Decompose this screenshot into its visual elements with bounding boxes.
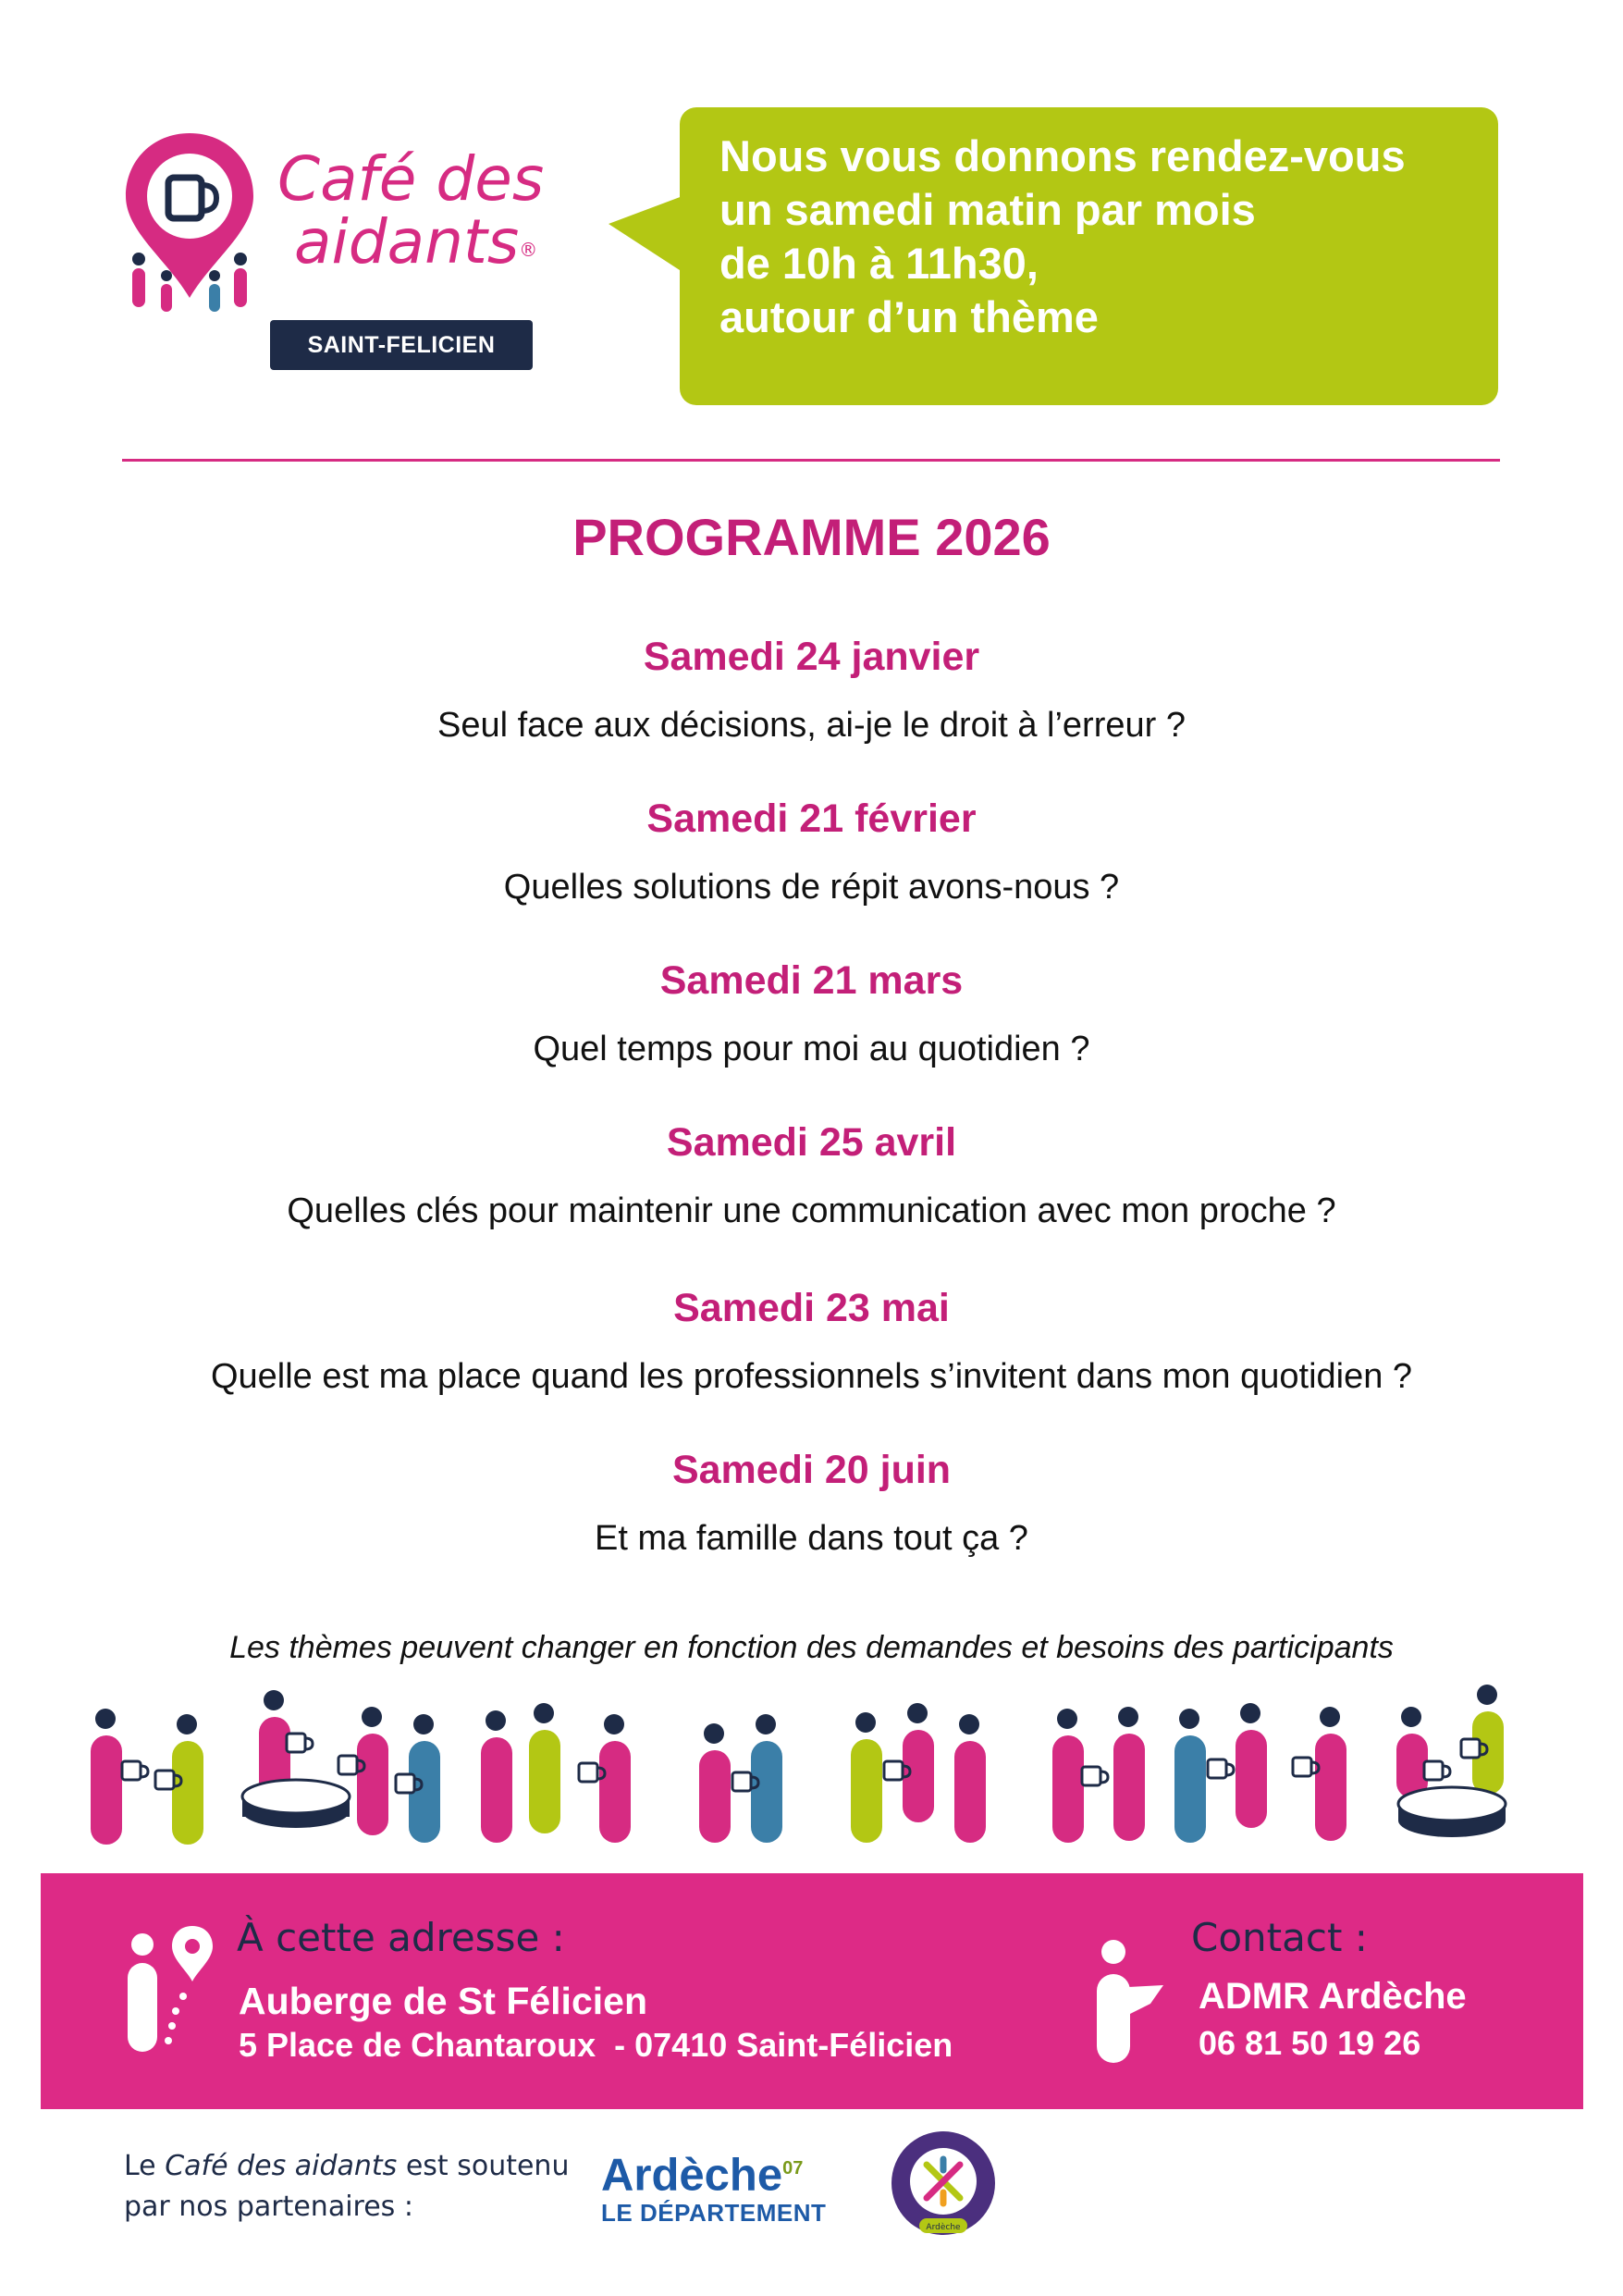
address-heading: À cette adresse : [237, 1915, 565, 1960]
session [0, 791, 1623, 912]
session [0, 629, 1623, 750]
program-title: PROGRAMME 2026 [572, 508, 1051, 566]
bubble-line: de 10h à 11h30, [719, 239, 1039, 288]
contact-name: ADMR Ardèche [1199, 1976, 1467, 2017]
session-date: Samedi 23 mai [673, 1286, 950, 1330]
seal-label: Ardèche [926, 2223, 961, 2232]
logo-title-line1: Café des [277, 143, 545, 215]
bubble-tail [609, 196, 682, 272]
session-topic: Quelles clés pour maintenir une communication avec mon proche ? [287, 1191, 1336, 1230]
contact-heading: Contact : [1191, 1915, 1368, 1960]
bubble-text [719, 130, 1478, 344]
session-topic: Et ma famille dans tout ça ? [595, 1519, 1028, 1558]
ardeche-name: Ardèche [601, 2150, 783, 2201]
cafe-des-aidants-logo-icon [120, 130, 259, 315]
partners-text-em: Café des aidants [165, 2150, 398, 2182]
bubble-line: un samedi matin par mois [719, 185, 1256, 234]
ardeche-sub: LE DÉPARTEMENT [601, 2199, 827, 2228]
partners-text-b: est soutenu [397, 2150, 570, 2182]
session-date: Samedi 20 juin [671, 1448, 952, 1492]
ardeche-departement-logo [601, 2144, 826, 2228]
registered-mark: ® [519, 239, 538, 261]
session-topic: Quelle est ma place quand les professionnels s’invitent dans mon quotidien ? [210, 1357, 1413, 1396]
contact-person-icon [1091, 1937, 1184, 2067]
session-date: Samedi 21 février [646, 796, 977, 841]
partners-text [124, 2146, 569, 2228]
logo-title-line2: aidants [294, 206, 520, 278]
session-date: Samedi 21 mars [659, 958, 964, 1003]
session [0, 953, 1623, 1074]
program-note: Les thèmes peuvent changer en fonction des demandes et besoins des participants [229, 1630, 1394, 1665]
session-date: Samedi 24 janvier [643, 635, 980, 679]
session-date: Samedi 25 avril [666, 1120, 957, 1165]
session-topic: Quel temps pour moi au quotidien ? [533, 1030, 1090, 1068]
partners-text-a: Le [124, 2150, 166, 2182]
session [0, 1442, 1623, 1563]
commission-seal-icon [888, 2128, 999, 2239]
divider [122, 459, 1500, 462]
contact-phone: 06 81 50 19 26 [1199, 2024, 1421, 2062]
session-topic: Quelles solutions de répit avons-nous ? [503, 868, 1120, 907]
partners-text-line2: par nos partenaires : [124, 2191, 413, 2223]
session-topic: Seul face aux décisions, ai-je le droit à l’erreur ? [437, 706, 1186, 745]
session [0, 1115, 1623, 1236]
bubble-line: Nous vous donnons rendez-vous [719, 131, 1406, 180]
address-street: 5 Place de Chantaroux - 07410 Saint-Félicien [239, 2026, 953, 2064]
location-badge: SAINT-FELICIEN [270, 320, 533, 370]
logo-title [277, 143, 573, 278]
address-name: Auberge de St Félicien [239, 1980, 647, 2022]
ardeche-number: 07 [782, 2158, 804, 2179]
people-illustration [74, 1682, 1554, 1848]
session [0, 1280, 1623, 1401]
bubble-line: autour d’un thème [719, 292, 1099, 341]
location-person-icon [122, 1922, 252, 2061]
